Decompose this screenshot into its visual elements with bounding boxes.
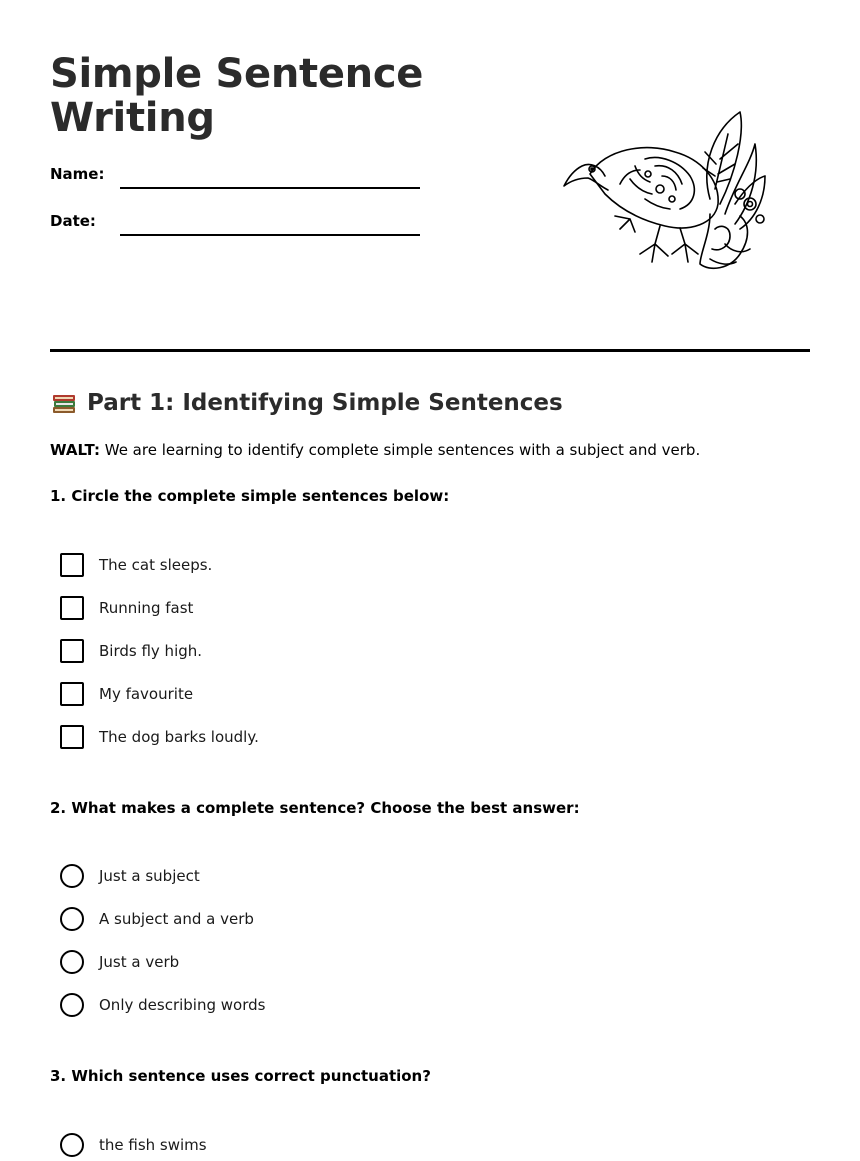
walt-statement [50,441,700,459]
option-label: The dog barks loudly. [99,728,259,746]
checkbox[interactable] [60,553,84,577]
q2-option[interactable] [60,864,200,888]
radio-button[interactable] [60,950,84,974]
option-label: Just a subject [99,867,200,885]
part1-heading-text: Part 1: Identifying Simple Sentences [87,390,563,416]
name-line[interactable] [120,187,420,189]
option-label: the fish swims [99,1136,207,1154]
section-divider [50,349,810,352]
q1-option[interactable] [60,725,259,749]
q1-option[interactable] [60,596,193,620]
radio-button[interactable] [60,907,84,931]
part1-heading [50,389,563,417]
q1-option[interactable] [60,639,202,663]
q2-option[interactable] [60,907,254,931]
walt-label: WALT: [50,441,100,459]
page-title: Simple Sentence Writing [50,51,424,141]
option-label: Only describing words [99,996,266,1014]
question-3: 3. Which sentence uses correct punctuation? [50,1067,431,1085]
checkbox[interactable] [60,596,84,620]
q2-option[interactable] [60,993,265,1017]
option-label: Birds fly high. [99,642,203,660]
option-label: My favourite [99,685,194,703]
name-label: Name: [50,165,105,183]
q1-option[interactable] [60,553,212,577]
bird-illustration [560,104,770,276]
radio-button[interactable] [60,1133,84,1157]
q2-option[interactable] [60,950,179,974]
radio-button[interactable] [60,993,84,1017]
checkbox[interactable] [60,639,84,663]
option-label: A subject and a verb [99,910,254,928]
date-label: Date: [50,212,96,230]
option-label: Just a verb [99,953,180,971]
radio-button[interactable] [60,864,84,888]
question-2: 2. What makes a complete sentence? Choose the best answer: [50,799,580,817]
checkbox[interactable] [60,682,84,706]
option-label: Running fast [99,599,194,617]
q1-option[interactable] [60,682,193,706]
question-1: 1. Circle the complete simple sentences below: [50,487,450,505]
date-line[interactable] [120,234,420,236]
option-label: The cat sleeps. [99,556,213,574]
q3-option[interactable] [60,1133,207,1157]
books-icon [50,389,78,417]
walt-text: We are learning to identify complete simple sentences with a subject and verb. [99,441,701,459]
checkbox[interactable] [60,725,84,749]
